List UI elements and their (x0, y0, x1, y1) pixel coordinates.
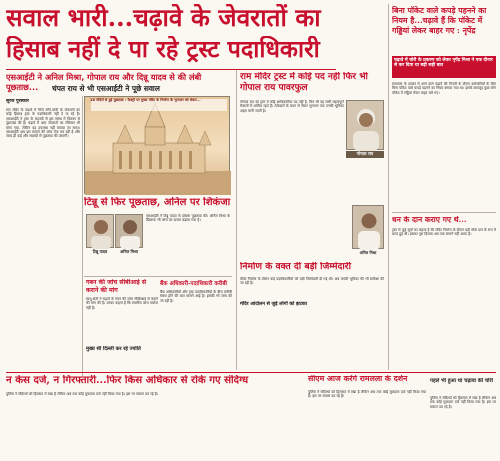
cbi-demand-body: साधु-संतों ने चढ़ावे के गबन की जांच सीबीआई से कराने की मांग की है। उनका कहना है कि स्थानीय जांच पर्याप्त नहीं है। (86, 297, 158, 310)
donation-body: ट्रस्ट से जुड़े सूत्रों का कहना है कि मंदिर निर्माण के दौरान बड़ी राशि दान के रूप में प्राप्त हुई थी। इसका पूरा हिसाब अब तक सामने नहीं आया है। (392, 228, 496, 237)
main-deck-black: चंपत राय से भी एसआईटी ने पूछे सवाल (52, 84, 160, 93)
byline: सूरज पुरस्कार (6, 99, 29, 104)
tinnu-headline: टिन्नू से फिर पूछताछ, अनिल पर शिकंजा (84, 197, 231, 208)
gopal-rai-body: गोपाल राय का ट्रस्ट में कोई आधिकारिक पद नहीं है, फिर भी वह सभी महत्वपूर्ण फैसलों में शामिल रहते हैं। ठेकेदारों के चयन से लेकर भुगतान तक उनकी भूमिका अहम मानी जाती है। (240, 100, 344, 113)
nirman-headline: निर्माण के वक्त दी बड़ी जिम्मेदारी (240, 262, 351, 272)
cbi-demand-headline: गबन की जांच सीबीआई से कराने की मांग (86, 279, 147, 294)
cbi-demand-sub: मुख्य सी दिल्ली कर रहे ज्योति (86, 346, 141, 352)
main-body-left: राम मंदिर के चढ़ावे में मिले सोने-चांदी के जेवरातों का कोई हिसाब ट्रस्ट के पदाधिकारी नहीं दे पा रहे हैं। एसआईटी ने ट्रस्ट के सदस्यों से इस संबंध में विस्तार से पूछताछ की है। चढ़ावे में आए जेवरातों का रजिस्टर भी मांगा गया, लेकिन वह उपलब्ध नहीं कराया जा सका। एसआईटी अब इस मामले की जांच तेज कर रही है और जल्द ही कई और सदस्यों से पूछताछ की जाएगी। (6, 108, 80, 139)
nirman-body: मंदिर निर्माण के दौरान कई पदाधिकारियों को बड़ी जिम्मेदारी दी गई थी। अब उनकी भूमिका की भी समीक्षा की जा रही है। (240, 277, 384, 286)
gopal-rai-photo (346, 100, 384, 150)
bottom-left-body: पुलिस ने संदिग्धों को हिरासत में रखा है लेकिन अब तक कोई मुकदमा दर्ज नहीं किया गया है। इस पर सवाल उठ रहे हैं। (6, 392, 159, 396)
temple-photo-caption: 18 मंदिरों से हुई पूछताछ : फैक्ट्री पर मुख्य मंदिर के निर्माण के भुगतान को लेकर... (90, 98, 201, 102)
bottom-mid-headline: सीएम आज करेंगे रामलला के दर्शन (308, 375, 408, 383)
tinnu-caption: टिन्नू यादव (92, 249, 108, 254)
right-column-divider (388, 4, 389, 370)
donation-headline: धन के दान कराए गए थे... (392, 216, 467, 224)
side-top-headline: बिना पॉकेट वाले कपड़े पहनने का नियम है...चढ़ावे हैं कि पॉकेट में गड्डियां लेकर बाहर गए : नृपेंद्र (392, 6, 487, 35)
side-top-body: रामलला के दरबार में आने वाले चढ़ावे की गिनती के दौरान कर्मचारियों के लिए बिना पॉकेट वाले कपड़े पहनने का नियम बनाया गया था। इसके बावजूद कुछ लोग पॉकेट में गड्डियां लेकर बाहर चले गए। (392, 82, 496, 95)
main-deck-red: एसआईटी ने अनिल मिश्रा, गोपाल राय और दिन्नू यादव से की लंबी पूछताछ... (6, 72, 202, 92)
bottom-right-headline: पहले भी हुआ था चढ़ावा की चोरी (430, 378, 493, 384)
side-top-red-box: चढ़ावे में चोरी के प्रकरण को लेकर नृपेंद्र मिश्रा ने एक दीनार से कर दिया था बड़ी सही बात (392, 56, 496, 78)
bottom-right-body: पुलिस ने संदिग्धों को हिरासत में रखा है लेकिन अब तक कोई मुकदमा दर्ज नहीं किया गया है। इस पर सवाल उठ रहे हैं। (430, 396, 496, 409)
nirman-sub: मंदिर आंदोलन से जुड़े लोगों को झटका (240, 302, 307, 307)
ram-temple-photo (84, 96, 230, 194)
bank-officials-headline: बैंक अधिकारी-पदाधिकारी करीबी (160, 281, 227, 287)
bottom-mid-body: पुलिस ने संदिग्धों को हिरासत में रखा है लेकिन अब तक कोई मुकदमा दर्ज नहीं किया गया है। इस पर सवाल उठ रहे हैं। (308, 390, 426, 399)
bottom-left-headline: न केस दर्ज, न गिरफ्तारी...फिर किस अधिकार से रोके गए संदिग्ध (6, 375, 249, 386)
headline-underline (6, 69, 336, 70)
anil-mishra-photo (352, 205, 384, 249)
anil-mishra-caption: अनिल मिश्रा (359, 250, 377, 255)
tinnu-body: एसआईटी ने टिन्नू यादव से दोबारा पूछताछ की। अनिल मिश्रा के खिलाफ भी जांच का दायरा बढ़ाया गया है। (146, 214, 230, 223)
bottom-strip-rule (6, 372, 496, 373)
right-col-separator (392, 212, 496, 213)
main-headline-line2: हिसाब नहीं दे पा रहे ट्रस्ट पदाधिकारी (6, 36, 320, 63)
tinnu-yadav-photo (86, 214, 114, 248)
narrow-divider-top (84, 276, 232, 277)
column-divider (82, 96, 83, 376)
main-headline-line1: सवाल भारी...चढ़ावे के जेवरातों का (6, 4, 321, 32)
section-divider-vertical (236, 70, 237, 370)
gopal-rai-caption: गोपाल राय (346, 151, 384, 158)
anil-mishra-photo-small (115, 214, 143, 248)
bank-officials-body: बैंक अधिकारियों और ट्रस्ट पदाधिकारियों के बीच करीबी संबंध होने की बात सामने आई है। इसकी भी जांच की जा रही है। (160, 290, 232, 303)
gopal-rai-headline: राम मंदिर ट्रस्ट में कोई पद नहीं फिर भी गोपाल राय पावरफुल (240, 72, 368, 93)
anil-caption: अनिल मिश्रा (120, 249, 138, 254)
